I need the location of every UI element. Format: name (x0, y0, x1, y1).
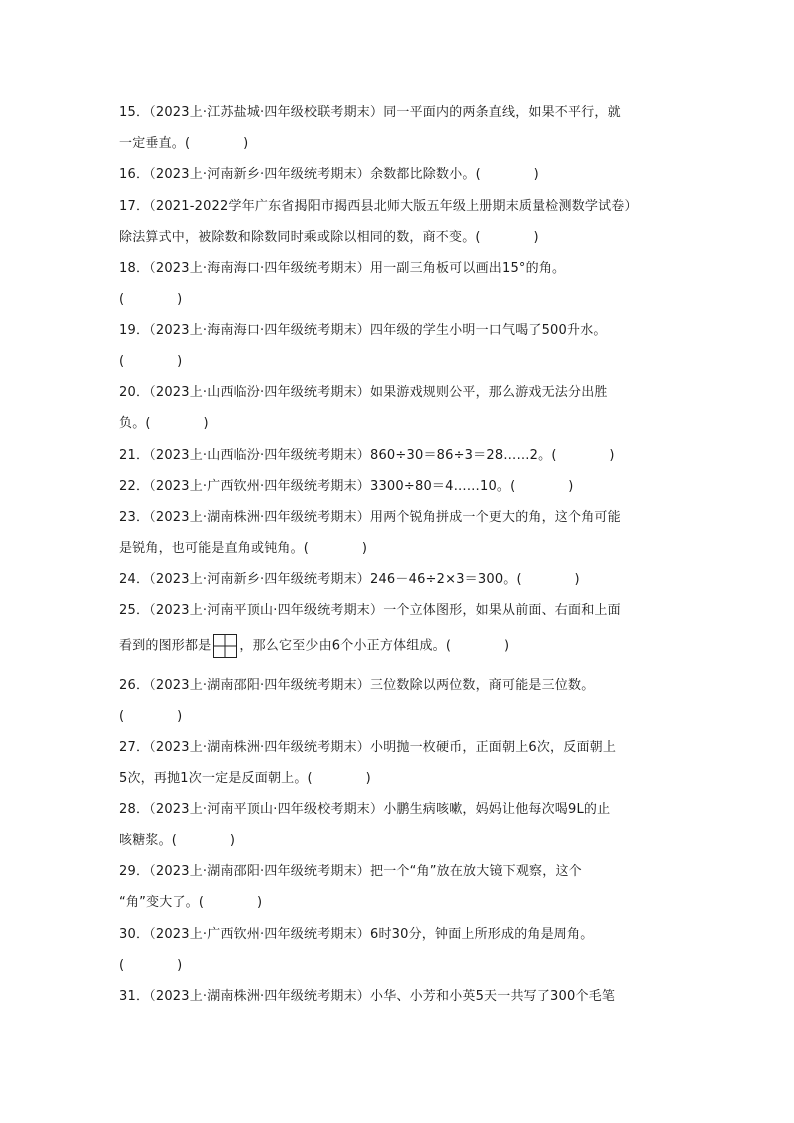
question-15-line-2: 一定垂直。( ) (119, 136, 249, 151)
question-25-line-1: 25．（2023上·河南平顶山·四年级统考期末）一个立体图形，如果从前面、右面和上面 (119, 603, 621, 618)
question-17-line-2: 除法算式中，被除数和除数同时乘或除以相同的数，商不变。( ) (119, 230, 539, 245)
question-31-line-1: 31．（2023上·湖南株洲·四年级统考期末）小华、小芳和小英5天一共写了300个毛笔 (119, 989, 616, 1004)
question-23-line-2: 是锐角，也可能是直角或钝角。( ) (119, 541, 368, 556)
question-27-line-2: 5次，再抛1次一定是反面朝上。( ) (119, 771, 371, 786)
question-20-line-2: 负。( ) (119, 416, 209, 431)
question-18-line-1: 18．（2023上·海南海口·四年级统考期末）用一副三角板可以画出15°的角。 (119, 261, 566, 276)
question-16-line-1: 16．（2023上·河南新乡·四年级统考期末）余数都比除数小。( ) (119, 167, 539, 182)
question-20-line-1: 20．（2023上·山西临汾·四年级统考期末）如果游戏规则公平，那么游戏无法分出胜 (119, 385, 608, 400)
four-square-grid-icon (213, 634, 237, 658)
question-28-line-2: 咳糖浆。( ) (119, 833, 236, 848)
question-23-line-1: 23．（2023上·湖南株洲·四年级统考期末）用两个锐角拼成一个更大的角，这个角可能 (119, 510, 621, 525)
question-21-line-1: 21．（2023上·山西临汾·四年级统考期末）860÷30＝86÷3＝28……2。( ) (119, 448, 615, 463)
question-25-line-2 (119, 634, 679, 658)
question-25-line-2-after: ，那么它至少由6个小正方体组成。( ) (239, 638, 510, 654)
question-15-line-1: 15．（2023上·江苏盐城·四年级校联考期末）同一平面内的两条直线，如果不平行，就 (119, 105, 621, 120)
question-29-line-1: 29．（2023上·湖南邵阳·四年级统考期末）把一个“角”放在放大镜下观察，这个 (119, 864, 582, 879)
question-30-line-1: 30．（2023上·广西钦州·四年级统考期末）6时30分，钟面上所形成的角是周角。 (119, 927, 594, 942)
question-17-line-1: 17．（2021-2022学年广东省揭阳市揭西县北师大版五年级上册期末质量检测数学试卷） (119, 199, 638, 214)
question-25-line-2-before: 看到的图形都是 (119, 638, 212, 654)
question-26-line-2: ( ) (119, 709, 183, 724)
question-18-line-2: ( ) (119, 292, 183, 307)
question-19-line-1: 19．（2023上·海南海口·四年级统考期末）四年级的学生小明一口气喝了500升水。 (119, 323, 607, 338)
question-29-line-2: “角”变大了。( ) (119, 895, 263, 910)
question-30-line-2: ( ) (119, 958, 183, 973)
question-22-line-1: 22．（2023上·广西钦州·四年级统考期末）3300÷80＝4……10。( ) (119, 479, 574, 494)
question-19-line-2: ( ) (119, 354, 183, 369)
question-27-line-1: 27．（2023上·湖南株洲·四年级统考期末）小明抛一枚硬币，正面朝上6次，反面朝上 (119, 740, 617, 755)
question-24-line-1: 24．（2023上·河南新乡·四年级统考期末）246－46÷2×3＝300。( ) (119, 572, 580, 587)
question-28-line-1: 28．（2023上·河南平顶山·四年级校考期末）小鹏生病咳嗽，妈妈让他每次喝9L的止 (119, 802, 611, 817)
question-26-line-1: 26．（2023上·湖南邵阳·四年级统考期末）三位数除以两位数，商可能是三位数。 (119, 678, 595, 693)
